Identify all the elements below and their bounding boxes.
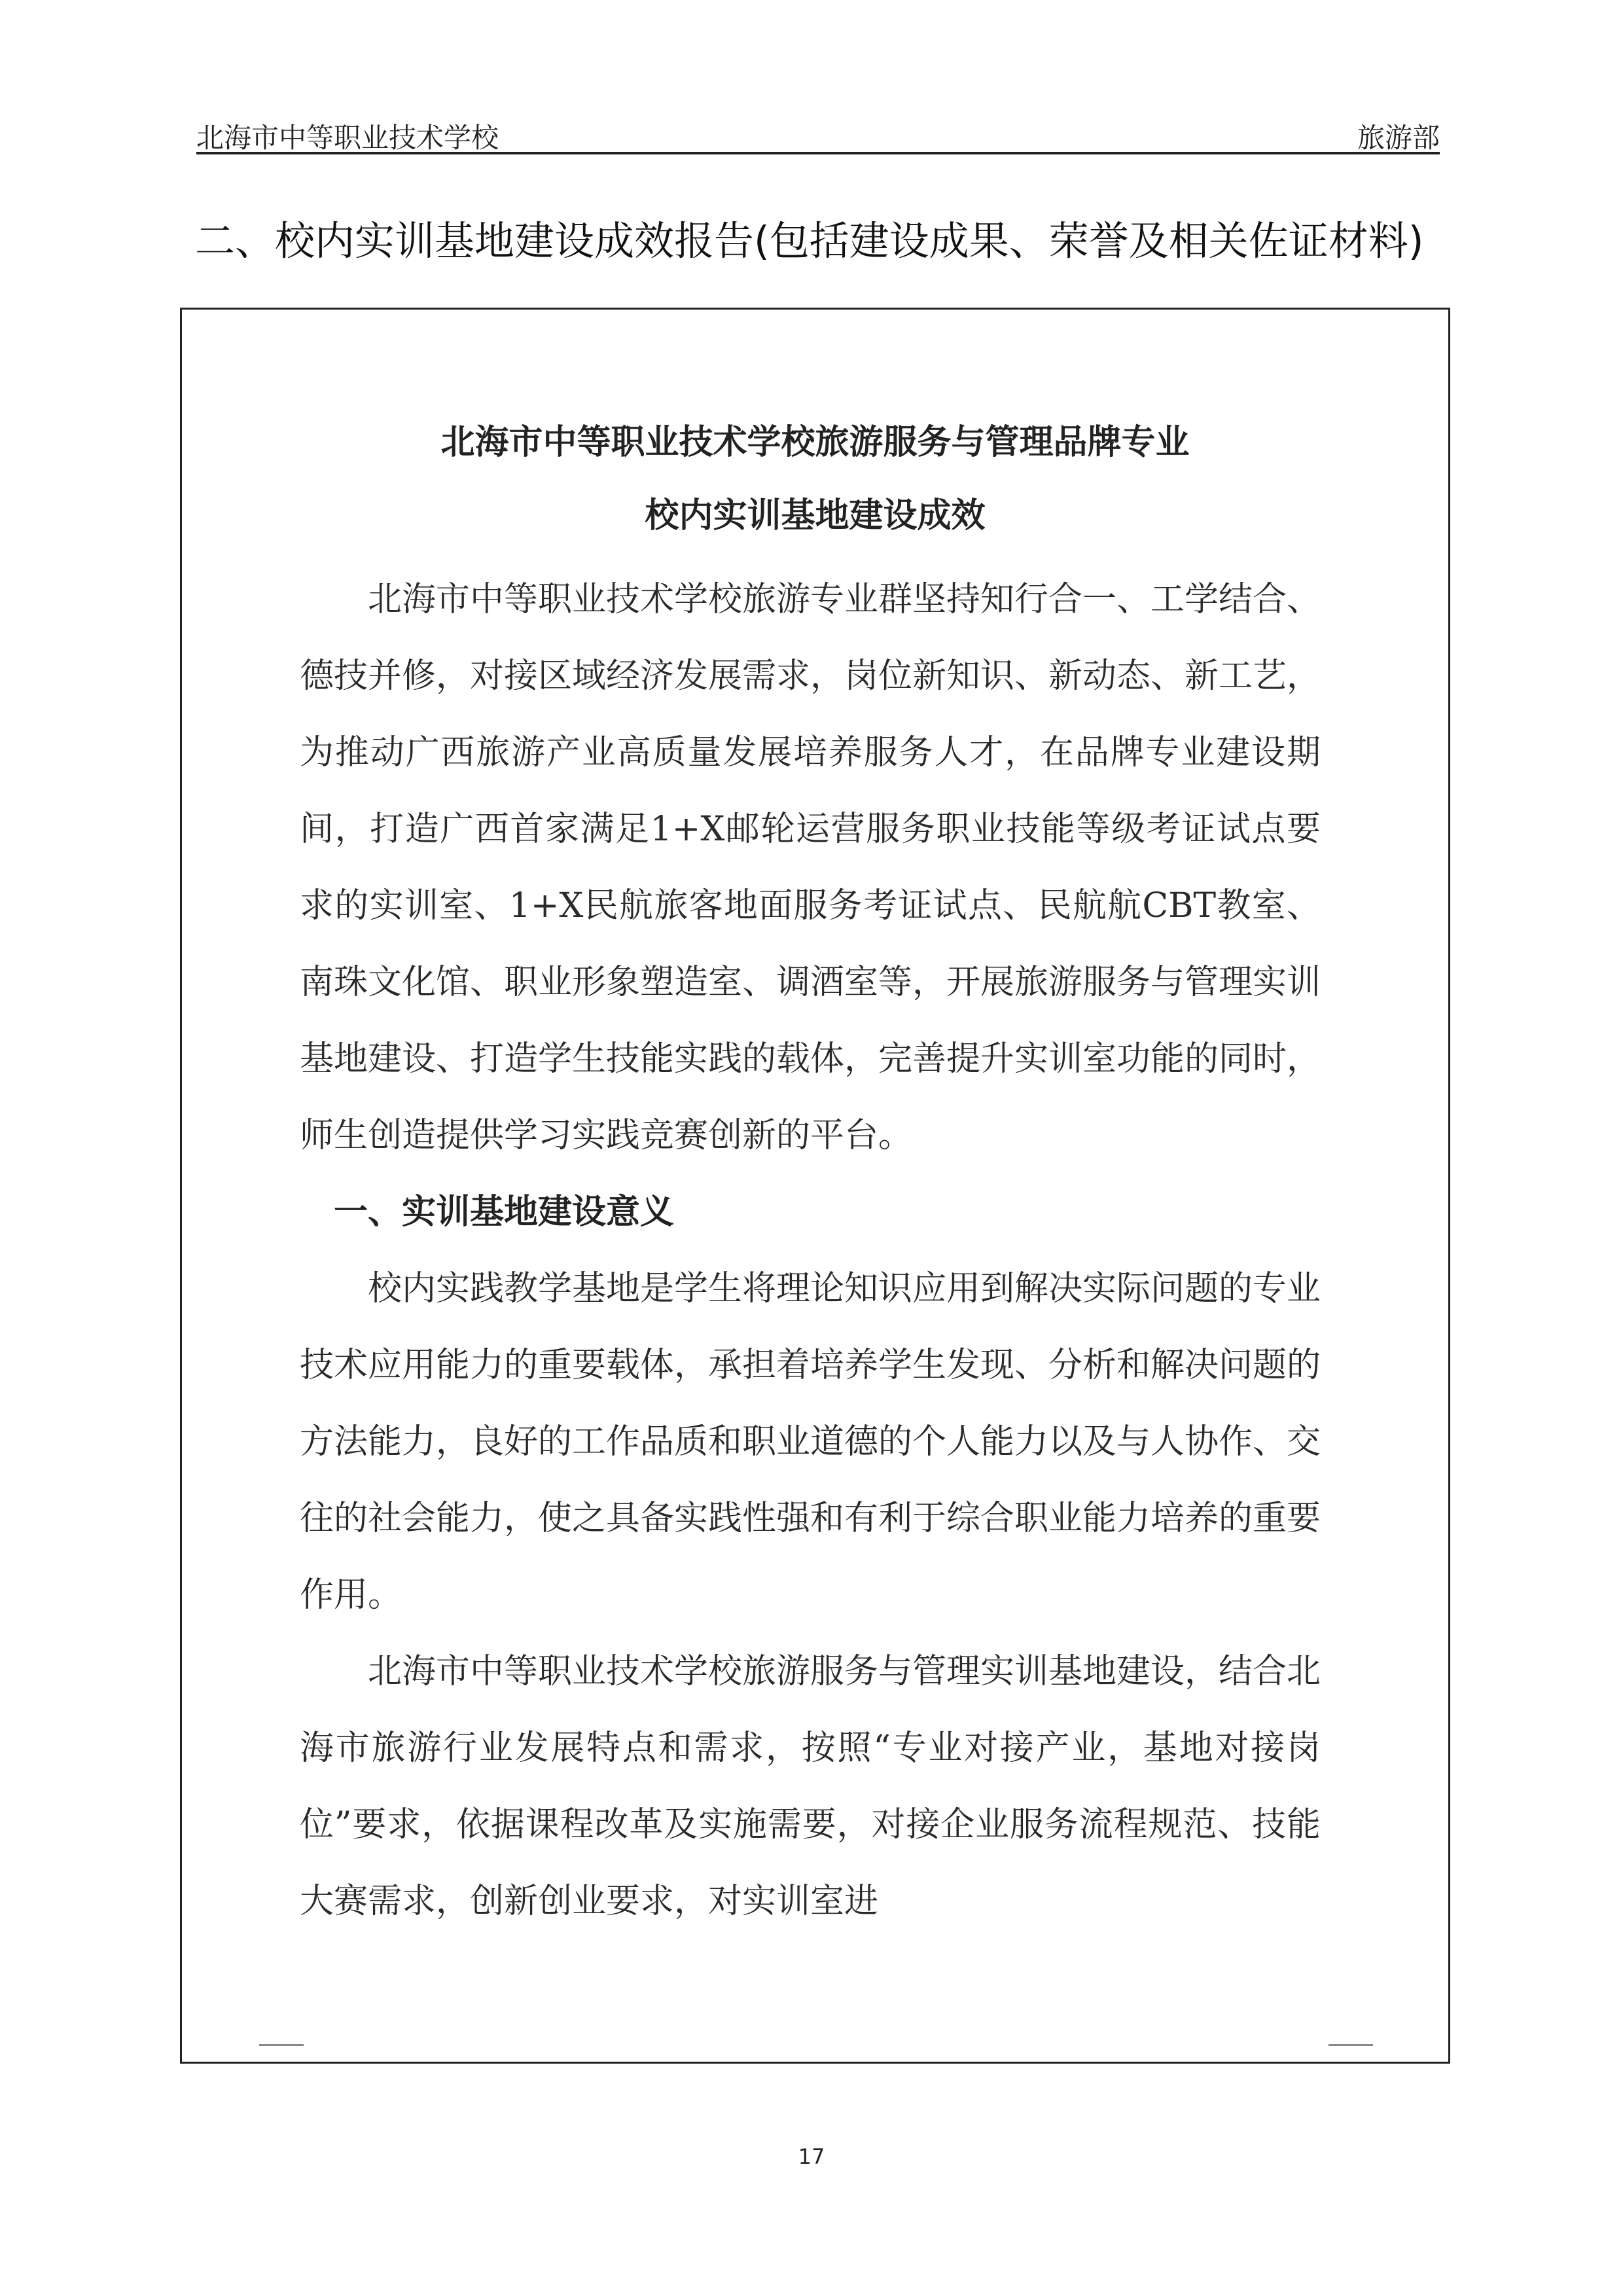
header-school-name: 北海市中等职业技术学校 [196, 122, 499, 154]
report-frame [180, 308, 1450, 2064]
paragraph-construction: 北海市中等职业技术学校旅游服务与管理实训基地建设，结合北海市旅游行业发展特点和需求，按照“专业对接产业，基地对接岗位”要求，依据课程改革及实施需要，对接企业服务流程规范、技能大赛需求，创新创业要求，对实训室进 [300, 1652, 1321, 1921]
report-body [300, 562, 1321, 1940]
paragraph-intro: 北海市中等职业技术学校旅游专业群坚持知行合一、工学结合、德技并修，对接区域经济发展需求，岗位新知识、新动态、新工艺，为推动广西旅游产业高质量发展培养服务人才，在品牌专业建设期间，打造广西首家满足1+X邮轮运营服务职业技能等级考证试点要求的实训室、1+X民航旅客地面服务考证试点、民航航CBT教室、南珠文化馆、职业形象塑造室、调酒室等，开展旅游服务与管理实训基地建设、打造学生技能实践的载体，完善提升实训室功能的同时，师生创造提供学习实践竞赛创新的平台。 [300, 580, 1321, 1155]
paragraph-significance: 校内实践教学基地是学生将理论知识应用到解决实际问题的专业技术应用能力的重要载体，承担着培养学生发现、分析和解决问题的方法能力，良好的工作品质和职业道德的个人能力以及与人协作、交往的社会能力，使之具备实践性强和有利于综合职业能力培养的重要作用。 [300, 1269, 1321, 1615]
heading-significance: 一、实训基地建设意义 [334, 1193, 675, 1232]
page-number: 17 [798, 2144, 825, 2169]
frame-corner-mark-right [1329, 2044, 1373, 2046]
frame-corner-mark-left [259, 2044, 304, 2046]
report-title-line1: 北海市中等职业技术学校旅游服务与管理品牌专业 [440, 423, 1190, 462]
section-title: 二、校内实训基地建设成效报告(包括建设成果、荣誉及相关佐证材料) [195, 218, 1424, 264]
report-title-line2: 校内实训基地建设成效 [645, 496, 986, 535]
header-department: 旅游部 [1357, 122, 1440, 154]
page-header [196, 98, 1440, 154]
